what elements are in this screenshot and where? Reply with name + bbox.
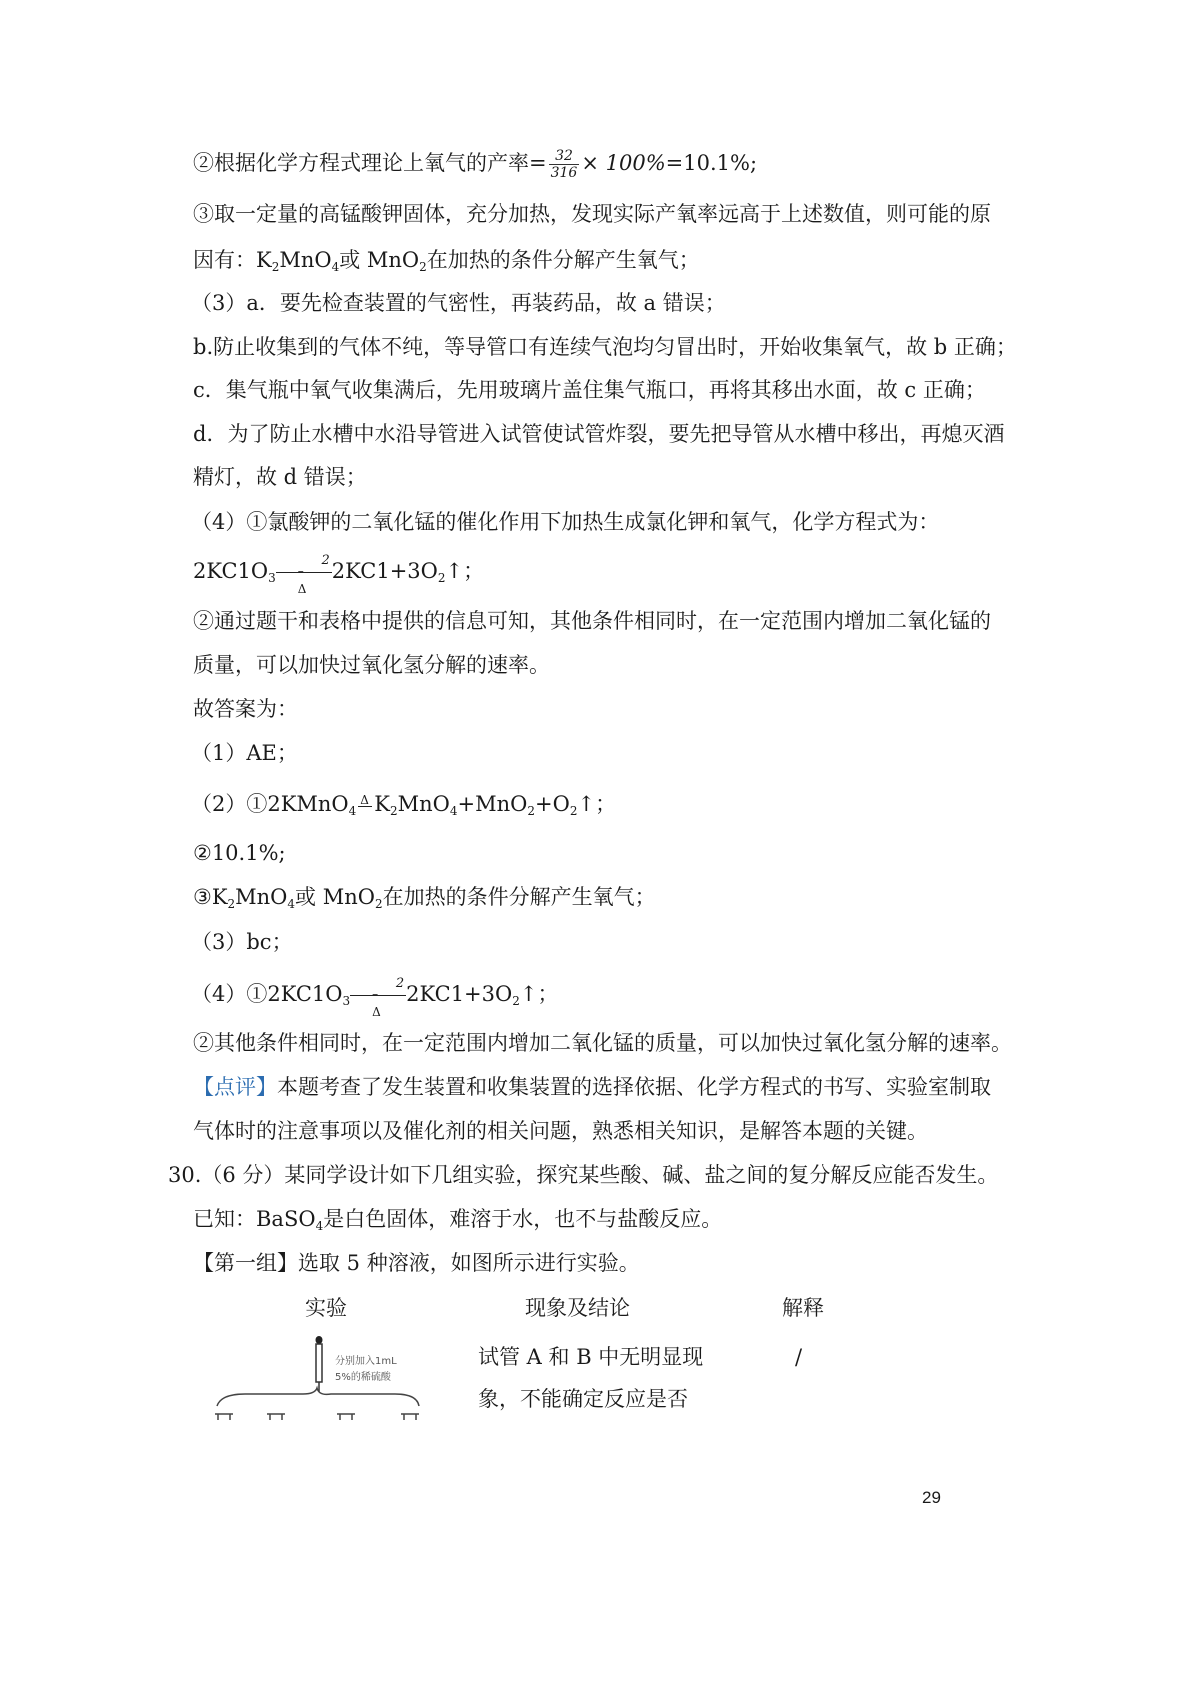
text: ③K bbox=[193, 885, 228, 909]
text: 在加热的条件分解产生氧气； bbox=[426, 248, 700, 272]
text-line: 精灯，故 d 错误； bbox=[193, 465, 367, 489]
text: × bbox=[581, 151, 606, 175]
subscript: 2 bbox=[271, 260, 280, 274]
fraction bbox=[549, 148, 580, 181]
subscript: 2 bbox=[419, 260, 427, 274]
subscript: 2 bbox=[437, 571, 446, 585]
subscript: 2 bbox=[527, 804, 536, 818]
subscript: 4 bbox=[315, 1219, 324, 1233]
subscript: 3 bbox=[268, 571, 276, 585]
reaction-condition bbox=[276, 552, 332, 596]
condition-top: 2 bbox=[395, 975, 405, 991]
subscript: 4 bbox=[348, 804, 357, 818]
figure-label-1: 分别加入1mL bbox=[335, 1356, 397, 1367]
text-line: （3）bc； bbox=[191, 930, 293, 954]
equation bbox=[191, 975, 559, 1019]
condition-top: 2 bbox=[321, 552, 330, 568]
subscript: 2 bbox=[390, 804, 398, 818]
text-line: 【第一组】选取 5 种溶液，如图所示进行实验。 bbox=[193, 1251, 640, 1275]
text: （2）①2KMnO bbox=[191, 792, 349, 816]
page-number: 29 bbox=[922, 1488, 941, 1507]
subscript: 3 bbox=[342, 994, 351, 1008]
subscript: 2 bbox=[512, 994, 520, 1008]
text-line: ②10.1%; bbox=[193, 841, 286, 865]
text: ↑； bbox=[577, 792, 617, 816]
subscript: 2 bbox=[569, 804, 578, 818]
experiment-figure bbox=[205, 1334, 435, 1424]
text: 或 MnO bbox=[339, 248, 420, 272]
text: K bbox=[374, 792, 390, 816]
text-line bbox=[193, 246, 700, 281]
text-line: b.防止收集到的气体不纯，等导管口有连续气泡均匀冒出时，开始收集氧气，故 b 正确； bbox=[193, 335, 1017, 359]
text: +MnO bbox=[457, 792, 528, 816]
reaction-bar bbox=[276, 572, 332, 573]
condition-mark: – bbox=[297, 563, 304, 578]
equation bbox=[191, 790, 616, 825]
text: 或 MnO bbox=[295, 885, 375, 909]
text: MnO bbox=[397, 792, 450, 816]
reaction-condition bbox=[356, 792, 374, 820]
figure-label-2: 5%的稀硫酸 bbox=[335, 1372, 391, 1383]
fraction-denominator: 316 bbox=[550, 165, 578, 181]
text-line: c．集气瓶中氧气收集满后，先用玻璃片盖住集气瓶口，再将其移出水面，故 c 正确； bbox=[193, 378, 986, 402]
heat-symbol: Δ bbox=[372, 1004, 381, 1019]
text-line: 气体时的注意事项以及催化剂的相关问题，熟悉相关知识，是解答本题的关键。 bbox=[193, 1119, 928, 1143]
text: 2KC1O bbox=[193, 559, 269, 583]
text-line: 故答案为： bbox=[193, 697, 298, 721]
table-header-explanation: 解释 bbox=[782, 1296, 824, 1320]
text: ②根据化学方程式理论上氧气的产率= bbox=[193, 151, 547, 175]
text-line: （4）①氯酸钾的二氧化锰的催化作用下加热生成氯化钾和氧气，化学方程式为： bbox=[191, 510, 940, 534]
phenomenon-text-line1: 试管 A 和 B 中无明显现 bbox=[478, 1345, 704, 1369]
test-tube-icons bbox=[215, 1414, 419, 1420]
heat-symbol: Δ bbox=[360, 792, 369, 807]
text: 100% bbox=[605, 151, 666, 175]
equation bbox=[193, 552, 485, 596]
text: =10.1%; bbox=[665, 151, 758, 175]
text: （4）①2KC1O bbox=[191, 982, 343, 1006]
subscript: 2 bbox=[227, 897, 236, 911]
question-heading: 30.（6 分）某同学设计如下几组实验，探究某些酸、碱、盐之间的复分解反应能否发生。 bbox=[168, 1163, 999, 1187]
text-line: ③取一定量的高锰酸钾固体，充分加热，发现实际产氧率远高于上述数值，则可能的原 bbox=[193, 202, 991, 226]
subscript: 2 bbox=[374, 897, 383, 911]
reaction-bar bbox=[358, 806, 372, 807]
text: 本题考查了发生装置和收集装置的选择依据、化学方程式的书写、实验室制取 bbox=[277, 1075, 991, 1099]
text: 在加热的条件分解产生氧气； bbox=[382, 885, 656, 909]
text: ↑； bbox=[445, 559, 485, 583]
dropper-icon bbox=[316, 1336, 323, 1392]
text: 2KC1+3O bbox=[331, 559, 438, 583]
heat-symbol: Δ bbox=[297, 581, 307, 596]
explanation-cell: / bbox=[795, 1345, 803, 1369]
text: 因有：K bbox=[193, 248, 272, 272]
text: MnO bbox=[235, 885, 288, 909]
text: 已知：BaSO bbox=[193, 1207, 316, 1231]
text-line: ②通过题干和表格中提供的信息可知，其他条件相同时，在一定范围内增加二氧化锰的 bbox=[193, 609, 991, 633]
condition-mark: – bbox=[372, 986, 379, 1001]
subscript: 4 bbox=[449, 804, 458, 818]
review-tag: 【点评】 bbox=[193, 1075, 277, 1099]
text: MnO bbox=[279, 248, 332, 272]
text-line bbox=[193, 1073, 991, 1101]
text-line: d．为了防止水槽中水沿导管进入试管使试管炸裂，要先把导管从水槽中移出，再熄灭酒 bbox=[193, 422, 1005, 446]
reaction-condition bbox=[350, 975, 406, 1019]
text: 2KC1+3O bbox=[406, 982, 513, 1006]
text-line: （1）AE； bbox=[191, 741, 298, 765]
text-line: ②其他条件相同时，在一定范围内增加二氧化锰的质量，可以加快过氧化氢分解的速率。 bbox=[193, 1031, 1012, 1055]
table-header-experiment: 实验 bbox=[305, 1296, 347, 1320]
reaction-bar bbox=[350, 995, 406, 996]
text-line bbox=[193, 883, 656, 918]
brace bbox=[217, 1388, 419, 1406]
text-line: （3）a．要先检查装置的气密性，再装药品，故 a 错误； bbox=[191, 291, 726, 315]
text-line bbox=[193, 148, 757, 181]
phenomenon-text-line2: 象，不能确定反应是否 bbox=[478, 1387, 688, 1411]
subscript: 4 bbox=[331, 260, 340, 274]
text-line bbox=[193, 1205, 722, 1240]
text: ↑； bbox=[519, 982, 559, 1006]
subscript: 4 bbox=[287, 897, 296, 911]
text: +O bbox=[535, 792, 570, 816]
table-header-phenomenon: 现象及结论 bbox=[525, 1296, 630, 1320]
fraction-numerator: 32 bbox=[549, 148, 580, 165]
text: 是白色固体，难溶于水，也不与盐酸反应。 bbox=[323, 1207, 723, 1231]
text-line: 质量，可以加快过氧化氢分解的速率。 bbox=[193, 653, 550, 677]
